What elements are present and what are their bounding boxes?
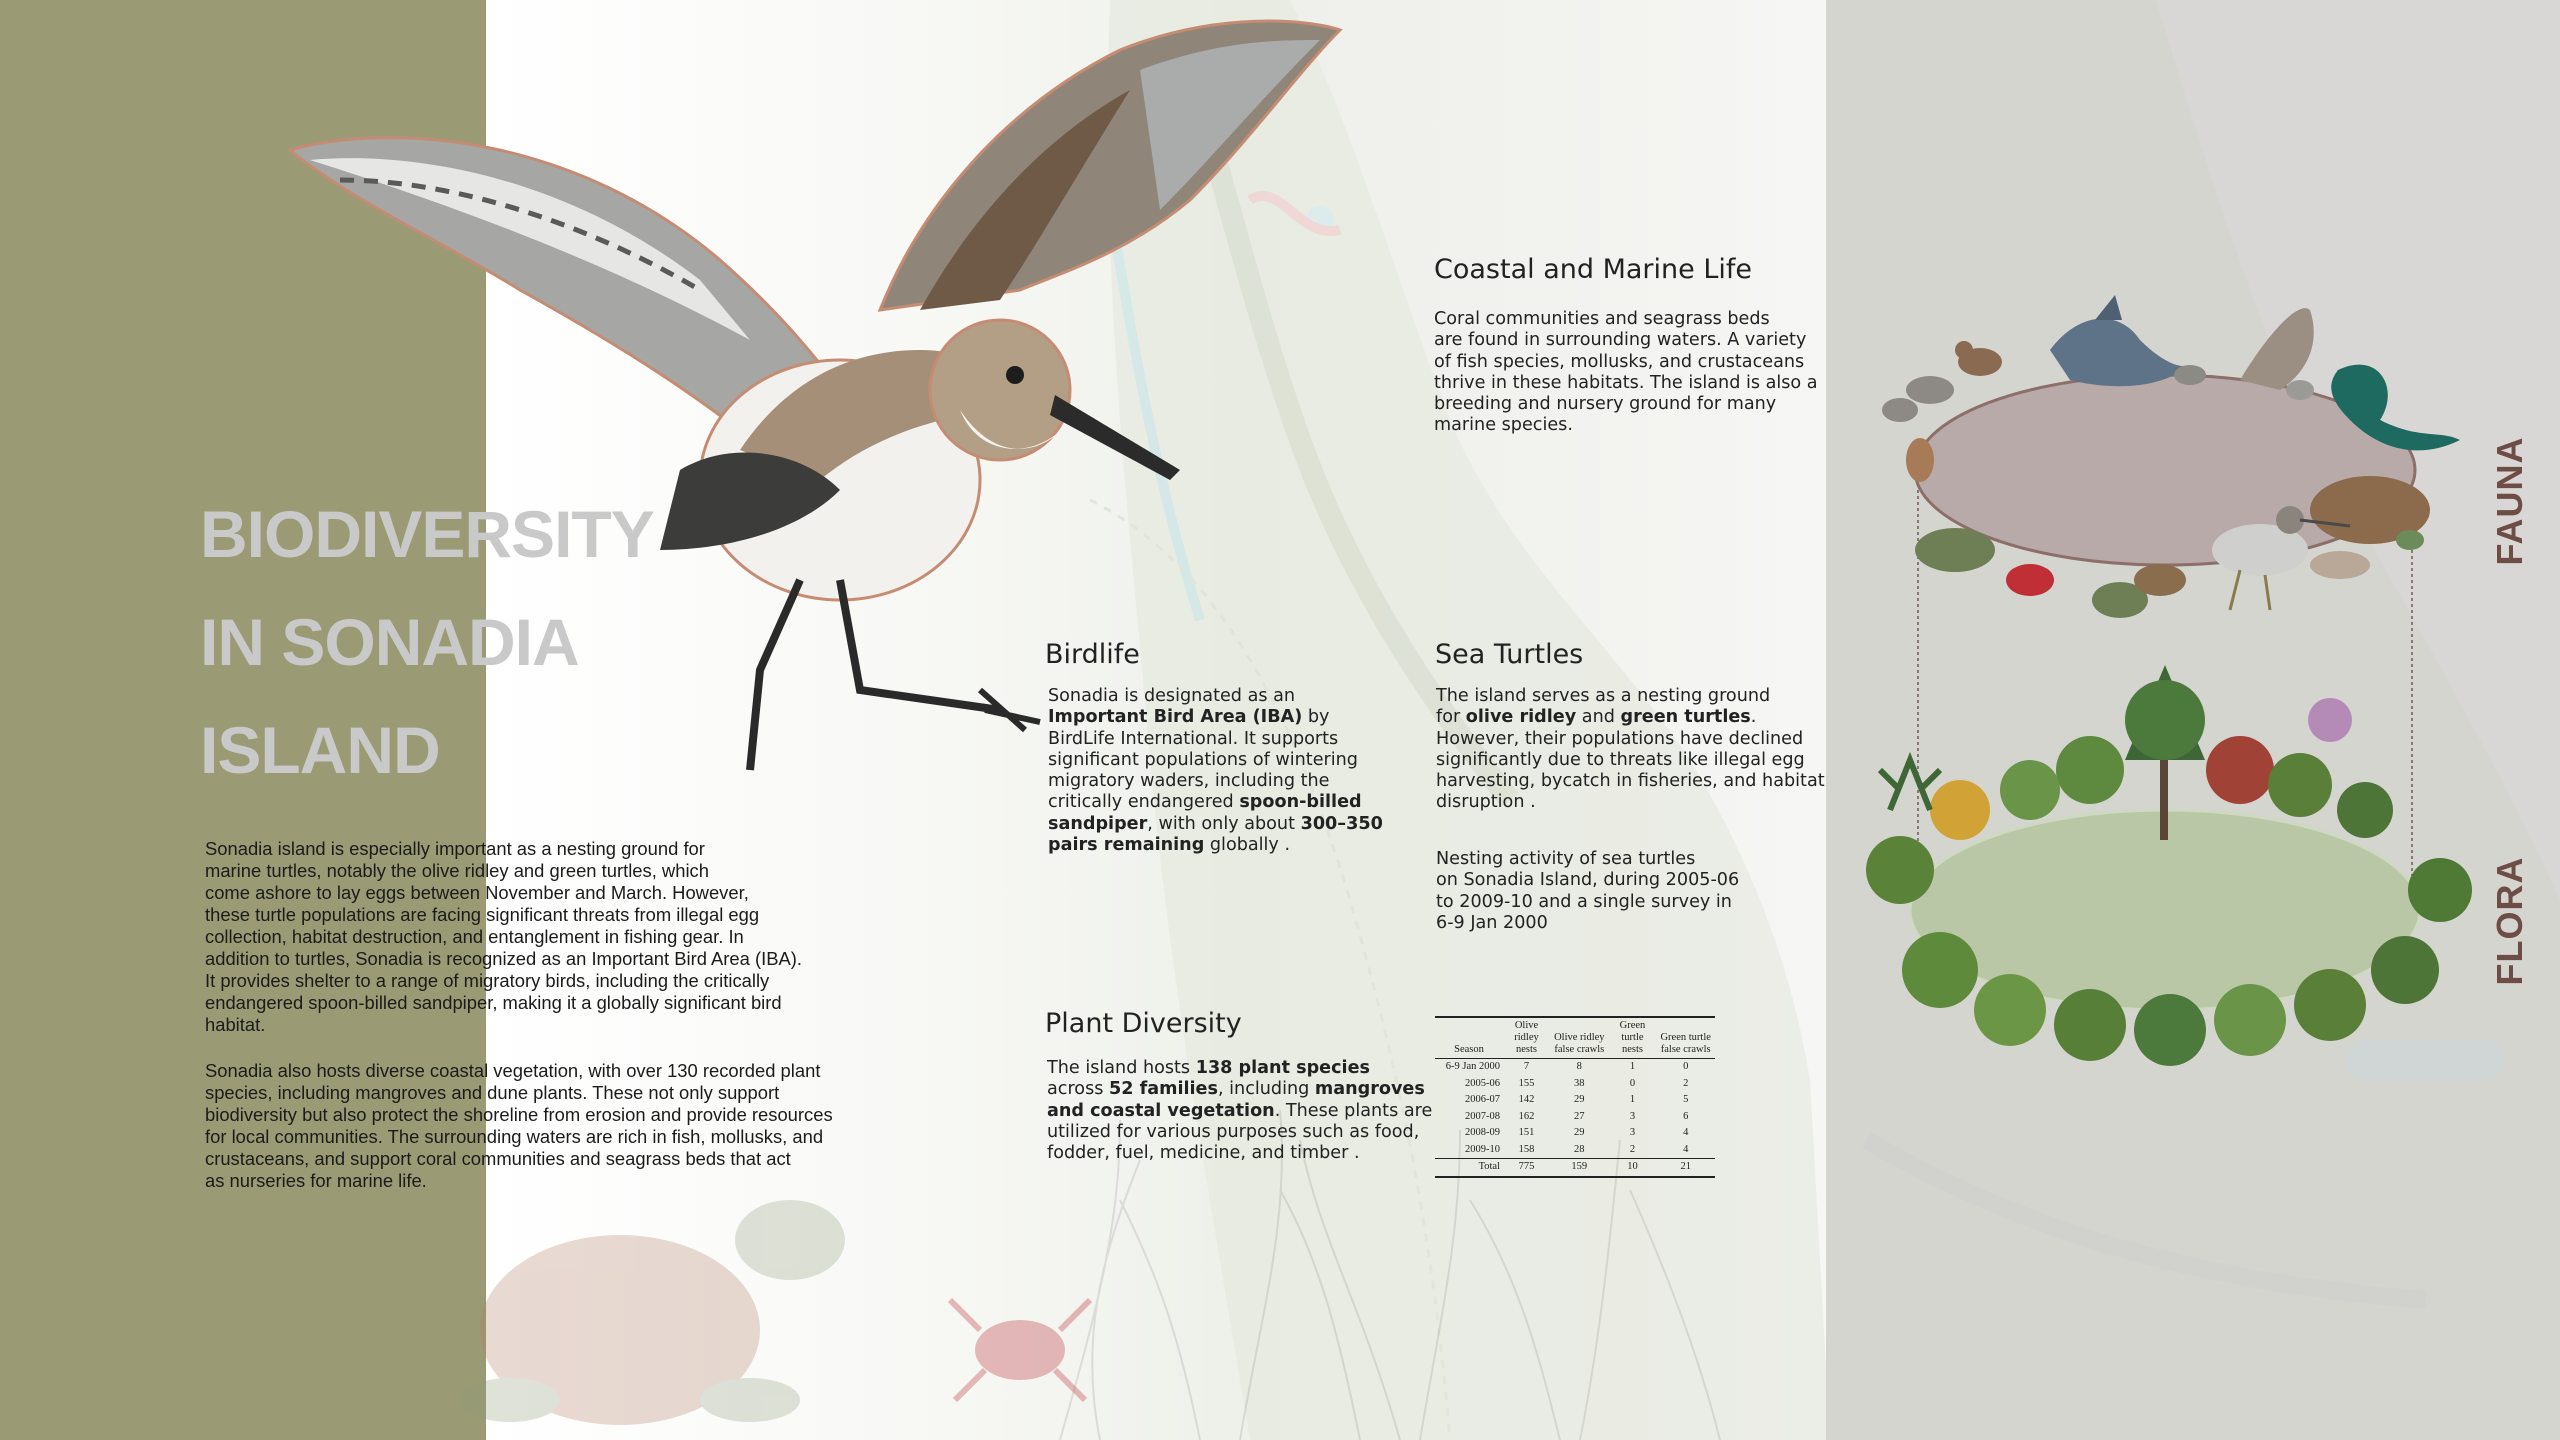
table-header-row <box>1435 1017 1715 1059</box>
table-cell: 3 <box>1629 1127 1636 1138</box>
table-cell: 7 <box>1523 1061 1530 1072</box>
table-header-cell: Olive ridley false crawls <box>1550 1017 1609 1059</box>
table-header-cell: Green turtle nests <box>1609 1017 1657 1059</box>
table-cell: 21 <box>1656 1159 1715 1177</box>
table-row <box>1435 1109 1715 1126</box>
table-cell: 5 <box>1683 1094 1689 1105</box>
table-cell: 27 <box>1574 1110 1585 1122</box>
fauna-flora-diagram <box>1860 290 2480 1090</box>
title-line-1: BIODIVERSITY <box>200 497 654 571</box>
table-cell: 4 <box>1683 1127 1689 1138</box>
table-cell: 775 <box>1503 1159 1550 1177</box>
intro-paragraph-2: Sonadia also hosts diverse coastal vegetation, with over 130 recorded plant species, including mangroves and dune plants. These not only support biodiversity but also protect the shoreline from erosion and provide resources for local communities. The surrounding waters are rich in fish, mollusks, and crustaceans, and support coral communities and seagrass beds that act as nurseries for marine life. <box>205 1060 833 1191</box>
table-row <box>1435 1076 1715 1093</box>
title-line-2: IN SONADIA <box>200 605 579 679</box>
sea-turtles-heading: Sea Turtles <box>1435 639 1584 670</box>
table-row <box>1435 1092 1715 1109</box>
turtle-nesting-table <box>1435 1016 1715 1178</box>
table-cell: 10 <box>1609 1159 1657 1177</box>
intro-paragraph-1: Sonadia island is especially important as a nesting ground for marine turtles, notably the olive ridley and green turtles, which come ashore to lay eggs between November and March. However, these turtle populations are facing significant threats from illegal egg collection, habitat destruction, and entanglement in fishing gear. In addition to turtles, Sonadia is recognized as an Important Bird Area (IBA). It provides shelter to a range of migratory birds, including the critically endangered spoon-billed sandpiper, making it a globally significant bird habitat. <box>205 838 802 1035</box>
table-cell: 4 <box>1683 1143 1689 1155</box>
table-cell: 6-9 Jan 2000 <box>1445 1061 1500 1072</box>
table-cell: 162 <box>1518 1110 1535 1122</box>
title-line-3: ISLAND <box>200 713 440 787</box>
table-cell: 2006-07 <box>1465 1094 1500 1105</box>
table-cell: 2 <box>1629 1143 1636 1155</box>
table-cell: 142 <box>1518 1094 1535 1105</box>
table-cell: 28 <box>1574 1143 1585 1155</box>
coastal-text: Coral communities and seagrass beds are found in surrounding waters. A variety of fish species, mollusks, and crustaceans thrive in these habitats. The island is also a breeding and nursery ground for many marine species. <box>1434 309 1818 436</box>
table-cell: Total <box>1435 1159 1503 1177</box>
table-cell: 2007-08 <box>1465 1110 1500 1122</box>
plant-diversity-text: The island hosts 138 plant species across 52 families, including mangroves and coastal vegetation. These plants are utilized for various purposes such as food, fodder, fuel, medicine, and timber . <box>1047 1058 1433 1164</box>
plant-diversity-heading: Plant Diversity <box>1045 1008 1242 1039</box>
table-cell: 8 <box>1576 1061 1582 1072</box>
table-cell: 1 <box>1629 1061 1636 1072</box>
nesting-caption: Nesting activity of sea turtles on Sonadia Island, during 2005-06 to 2009-10 and a single survey in 6-9 Jan 2000 <box>1436 849 1740 933</box>
table-header-cell: Green turtle false crawls <box>1656 1017 1715 1059</box>
table-cell: 159 <box>1550 1159 1609 1177</box>
table-cell: 6 <box>1683 1110 1689 1122</box>
flora-label: FLORA <box>2489 856 2530 986</box>
table-cell: 0 <box>1629 1077 1636 1089</box>
table-cell: 2009-10 <box>1465 1143 1500 1155</box>
table-cell: 29 <box>1574 1127 1585 1138</box>
table-cell: 3 <box>1629 1110 1636 1122</box>
table-cell: 38 <box>1574 1077 1585 1089</box>
table-cell: 155 <box>1518 1077 1535 1089</box>
table-row <box>1435 1142 1715 1159</box>
fauna-label: FAUNA <box>2489 436 2530 566</box>
table-row <box>1435 1125 1715 1142</box>
table-cell: 1 <box>1629 1094 1636 1105</box>
table-header-cell: Olive ridley nests <box>1503 1017 1550 1059</box>
table-cell: 2005-06 <box>1465 1077 1500 1089</box>
table-cell: 2 <box>1683 1077 1689 1089</box>
table-total-row <box>1435 1159 1715 1177</box>
coastal-heading: Coastal and Marine Life <box>1434 254 1752 285</box>
table-cell: 2008-09 <box>1465 1127 1500 1138</box>
table-cell: 29 <box>1574 1094 1585 1105</box>
sea-turtles-text: The island serves as a nesting ground for olive ridley and green turtles. However, their populations have declined significantly due to threats like illegal egg harvesting, bycatch in fisheries, and habitat disruption . <box>1436 686 1825 813</box>
table-cell: 0 <box>1683 1061 1689 1072</box>
table-row <box>1435 1059 1715 1076</box>
birdlife-text: Sonadia is designated as an Important Bird Area (IBA) by BirdLife International. It supports significant populations of wintering migratory waders, including the critically endangered spoon-billed sandpiper, with only about 300–350 pairs remaining globally . <box>1048 686 1383 856</box>
table-header-cell: Season <box>1435 1017 1503 1059</box>
table-cell: 151 <box>1518 1127 1535 1138</box>
birdlife-heading: Birdlife <box>1045 639 1140 670</box>
table-cell: 158 <box>1518 1143 1535 1155</box>
